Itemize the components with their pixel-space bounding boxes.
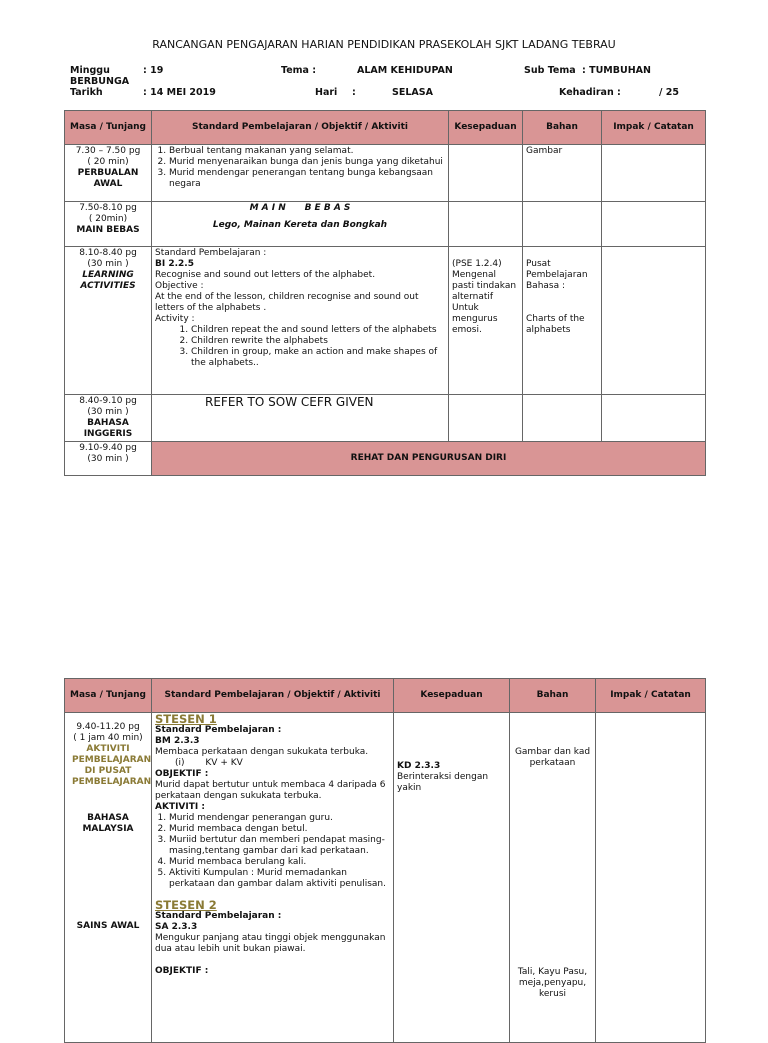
- kd-text: Berinteraksi dengan yakin: [397, 772, 489, 793]
- bahan-cell: [523, 395, 602, 442]
- sub-pattern: KV + KV: [205, 758, 243, 768]
- standard-label: Standard Pembelajaran :: [155, 725, 282, 735]
- document-title: RANCANGAN PENGAJARAN HARIAN PENDIDIKAN PRASEKOLAH SJKT LADANG TEBRAU: [152, 38, 616, 51]
- header-masa: Masa / Tunjang: [65, 679, 152, 713]
- header-masa: Masa / Tunjang: [65, 111, 152, 145]
- activity-label: AKTIVITI :: [155, 802, 205, 812]
- time-range: 8.40-9.10 pg: [79, 396, 137, 406]
- objective-text: At the end of the lesson, children recognise and sound out letters of the alphabets .: [155, 292, 419, 313]
- table-row: [65, 442, 706, 476]
- bahan-text: Charts of the alphabets: [526, 314, 585, 335]
- time-range: 7.30 – 7.50 pg: [75, 146, 141, 156]
- tema-value: ALAM KEHIDUPAN: [357, 65, 453, 76]
- header-kesepaduan: Kesepaduan: [394, 679, 510, 713]
- activity-list: [155, 325, 445, 369]
- impak-cell: [602, 145, 706, 202]
- activity-label: Activity :: [155, 314, 195, 324]
- tunjang-name: AKTIVITI PEMBELAJARAN DI PUSAT PEMBELAJARAN: [72, 744, 152, 787]
- impak-cell: [596, 713, 706, 1043]
- hari-colon: :: [352, 87, 356, 98]
- bahan-text: Tali, Kayu Pasu, meja,penyapu, kerusi: [517, 967, 588, 999]
- minggu-value: : 19: [143, 65, 164, 76]
- list-item: 4. Murid membaca berulang kali.: [169, 857, 390, 868]
- activity-list: [155, 813, 390, 890]
- list-item: 5. Aktiviti Kumpulan : Murid memadankan perkataan dan gambar dalam aktiviti penulisan.: [169, 868, 390, 890]
- standard-text: Mengukur panjang atau tinggi objek menggunakan dua atau lebih unit bukan piawai.: [155, 933, 386, 954]
- objective-text: Murid dapat bertutur untuk membaca 4 daripada 6 perkataan dengan sukukata terbuka.: [155, 780, 386, 801]
- time-range: 8.10-8.40 pg: [79, 248, 137, 258]
- stesen-2-heading: STESEN 2: [155, 898, 217, 912]
- time-range: 7.50-8.10 pg: [79, 203, 137, 213]
- main-bebas-heading: M A I N B E B A S: [249, 203, 351, 213]
- objective-label: Objective :: [155, 281, 204, 291]
- kd-code: KD 2.3.3: [397, 761, 441, 771]
- impak-cell: [602, 395, 706, 442]
- impak-cell: [602, 247, 706, 395]
- berbunga-text: BERBUNGA: [70, 76, 130, 87]
- activity-list: [155, 146, 445, 190]
- list-item: 2. Murid membaca dengan betul.: [169, 824, 390, 835]
- time-duration: (30 min ): [87, 407, 129, 417]
- kehadiran-label: Kehadiran :: [559, 87, 621, 98]
- bahan-cell: [523, 202, 602, 247]
- minggu-label: Minggu: [70, 65, 110, 76]
- tarikh-value: : 14 MEI 2019: [143, 87, 216, 98]
- stesen-1-heading: STESEN 1: [155, 712, 217, 726]
- bahan-cell: Gambar: [523, 145, 602, 202]
- tarikh-label: Tarikh: [70, 87, 103, 98]
- subtema-value: : TUMBUHAN: [582, 65, 651, 76]
- sub-numeral: (i): [175, 758, 185, 768]
- list-item: 1. Children repeat the and sound letters of the alphabets: [191, 325, 445, 336]
- bahan-text: Pusat Pembelajaran Bahasa :: [526, 259, 588, 291]
- table-row: [65, 713, 706, 1043]
- tema-label: Tema :: [281, 65, 317, 76]
- objective-label: OBJEKTIF :: [155, 769, 209, 779]
- kesepaduan-cell: [449, 395, 523, 442]
- tunjang-name: MAIN BEBAS: [76, 225, 140, 235]
- header-impak: Impak / Catatan: [596, 679, 706, 713]
- time-duration: (30 min ): [87, 259, 129, 269]
- list-item: 2. Murid menyenaraikan bunga dan jenis bunga yang diketahui: [169, 157, 445, 168]
- time-range: 9.40-11.20 pg: [76, 722, 140, 732]
- list-item: 2. Children rewrite the alphabets: [191, 336, 445, 347]
- kesepaduan-text: (PSE 1.2.4) Mengenal pasti tindakan alternatif Untuk mengurus emosi.: [452, 259, 517, 335]
- standard-code: BM 2.3.3: [155, 736, 200, 746]
- tunjang-name: PERBUALAN AWAL: [77, 168, 139, 189]
- lesson-table-2: [64, 678, 706, 1043]
- time-duration: ( 20min): [88, 214, 128, 224]
- objective-label: OBJEKTIF :: [155, 966, 209, 976]
- subtema-label: Sub Tema: [524, 65, 576, 76]
- standard-label: Standard Pembelajaran :: [155, 911, 282, 921]
- time-range: 9.10-9.40 pg: [79, 443, 137, 453]
- list-item: 3. Murid mendengar penerangan tentang bunga kebangsaan negara: [169, 168, 445, 190]
- kesepaduan-cell: [449, 202, 523, 247]
- kehadiran-value: / 25: [659, 87, 679, 98]
- standard-code: BI 2.2.5: [155, 259, 194, 269]
- lesson-table-1: [64, 110, 706, 476]
- main-bebas-subtitle: Lego, Mainan Kereta dan Bongkah: [212, 220, 388, 230]
- header-impak: Impak / Catatan: [602, 111, 706, 145]
- header-standard: Standard Pembelajaran / Objektif / Aktiviti: [152, 111, 449, 145]
- table-row: [65, 145, 706, 202]
- tunjang-name: BAHASA INGGERIS: [83, 418, 133, 439]
- hari-label: Hari: [315, 87, 338, 98]
- standard-code: SA 2.3.3: [155, 922, 198, 932]
- time-duration: ( 1 jam 40 min): [73, 733, 143, 743]
- header-bahan: Bahan: [523, 111, 602, 145]
- list-item: 3. Children in group, make an action and make shapes of the alphabets..: [191, 347, 445, 369]
- standard-text: Membaca perkataan dengan sukukata terbuka.: [155, 747, 369, 757]
- table-row: [65, 202, 706, 247]
- header-bahan: Bahan: [510, 679, 596, 713]
- tunjang-sains: SAINS AWAL: [76, 921, 140, 931]
- time-duration: (30 min ): [87, 454, 129, 464]
- bahan-text: Gambar dan kad perkataan: [514, 747, 591, 768]
- table-row: [65, 395, 706, 442]
- sow-reference: REFER TO SOW CEFR GIVEN: [205, 395, 374, 409]
- header-standard: Standard Pembelajaran / Objektif / Aktiviti: [152, 679, 394, 713]
- hari-value: SELASA: [392, 87, 433, 98]
- impak-cell: [602, 202, 706, 247]
- tunjang-name: LEARNING ACTIVITIES: [80, 270, 136, 291]
- list-item: 3. Muriid bertutur dan memberi pendapat masing-masing,tentang gambar dari kad perkataan.: [169, 835, 390, 857]
- list-item: 1. Murid mendengar penerangan guru.: [169, 813, 390, 824]
- standard-text: Recognise and sound out letters of the alphabet.: [155, 270, 376, 280]
- time-duration: ( 20 min): [87, 157, 129, 167]
- rehat-banner: REHAT DAN PENGURUSAN DIRI: [152, 442, 706, 476]
- list-item: 1. Berbual tentang makanan yang selamat.: [169, 146, 445, 157]
- tunjang-bm: BAHASA MALAYSIA: [82, 813, 134, 834]
- standard-label: Standard Pembelajaran :: [155, 248, 267, 258]
- kesepaduan-cell: [449, 145, 523, 202]
- header-kesepaduan: Kesepaduan: [449, 111, 523, 145]
- table-row: [65, 247, 706, 395]
